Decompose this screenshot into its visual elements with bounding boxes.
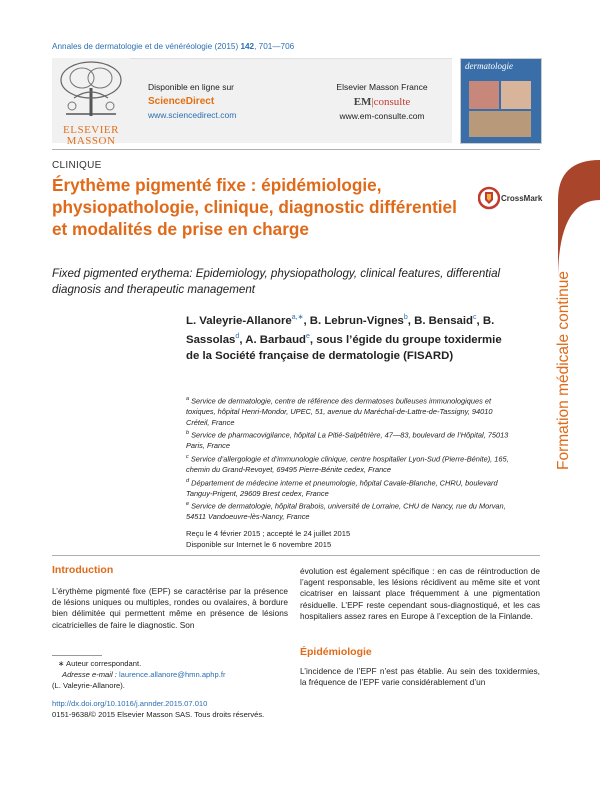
author-affiliation-mark[interactable]: b	[403, 314, 408, 321]
journal-reference	[52, 42, 294, 51]
cover-title: dermatologie	[465, 61, 513, 71]
affiliation-text: Service de pharmacovigilance, hôpital La Pitié-Salpêtrière, 47—83, boulevard de l’Hôpital, 75013 Paris, France	[186, 430, 509, 451]
email-label: Adresse e-mail :	[62, 669, 119, 679]
side-tab-background	[548, 160, 600, 780]
em-logo-left: EM	[353, 96, 372, 108]
doi-block	[52, 698, 264, 720]
intro-paragraph-continued: évolution est également spécifique : en cas de réintroduction de l’agent responsable, les lésions récidivent au même site et vont cicatriser en laissant place fréquemment à une pigmentation résiduelle. L’EPF reste cependant sous-diagnostiqué, et les cas hospitaliers assez rares en Europe à l’exception de la Finlande.	[300, 566, 540, 621]
available-label: Disponible en ligne sur	[148, 82, 234, 92]
author-affiliation-mark[interactable]: d	[235, 332, 240, 340]
body-divider	[52, 555, 540, 556]
cover-photo	[469, 81, 499, 109]
affiliation-item	[186, 476, 511, 500]
footnote	[52, 659, 288, 691]
article-dates	[186, 528, 350, 550]
elsevier-logo	[52, 58, 130, 148]
intro-paragraph: L’érythème pigmenté fixe (EPF) se caractérise par la présence de lésions uniques ou multiples, rondes ou ovalaires, à bordure bien délimitée qui permettent même en présence de lésions cicatricielles de faire le diagnostic. Son	[52, 586, 288, 630]
affiliation-letter: a	[186, 396, 190, 402]
affiliation-text: Département de médecine interne et pneumologie, hôpital Cavale-Blanche, CHRU, boulevard Tanguy-Prigent, 29609 Brest cedex, France	[186, 478, 498, 498]
journal-ref-prefix: Annales de dermatologie et de vénéréologie (2015)	[52, 42, 241, 51]
article-title: Érythème pigmenté fixe : épidémiologie, physiopathologie, clinique, diagnostic différentiel et modalités de prise en charge	[52, 175, 457, 239]
english-title: Fixed pigmented erythema: Epidemiology, physiopathology, clinical features, differential diagnosis and therapeutic management	[52, 267, 501, 296]
section-label: CLINIQUE	[52, 160, 102, 171]
affiliation-item	[186, 452, 511, 476]
author-name: B. Bensaid	[414, 314, 473, 327]
epidemiology-heading: Épidémiologie	[300, 646, 372, 658]
elsevier-tree-icon	[52, 58, 130, 120]
affiliation-text: Service de dermatologie, centre de référence des dermatoses bulleuses immunologiques et toxiques, hôpital Henri-Mondor, UPEC, 51, avenue du Maréchal-de-Lattre-de-Tassigny, 94010 Créteil, France	[186, 396, 493, 427]
emconsulte-block	[312, 82, 452, 121]
em-logo-right: consulte	[373, 96, 411, 108]
affiliation-text: Service d’allergologie et d’immunologie clinique, centre hospitalier Lyon-Sud (Pierre-Bénite), 165, chemin du Grand-Revoyet, 69495 Pierre-Bénite cedex, France	[186, 454, 509, 474]
affiliation-letter: d	[186, 477, 190, 484]
author-name: B. Sassolas	[186, 314, 495, 346]
sciencedirect-block	[148, 82, 288, 120]
doi-link[interactable]: http://dx.doi.org/10.1016/j.annder.2015.07.010	[52, 699, 208, 708]
author-name: B. Lebrun-Vignes	[309, 314, 404, 327]
em-publisher: Elsevier Masson France	[336, 82, 428, 92]
author-affiliation-mark[interactable]: c	[473, 314, 477, 321]
corresponding-author: ∗ Auteur correspondant.	[58, 659, 142, 668]
crossmark-icon	[478, 186, 500, 210]
journal-pages: , 701—706	[254, 42, 295, 51]
affiliation-letter: e	[186, 501, 190, 508]
crossmark-label: CrossMark	[501, 194, 543, 203]
affiliation-text: Service de dermatologie, hôpital Brabois, université de Lorraine, CHU de Nancy, rue du Morvan, 54511 Vandoeuvre-lès-Nancy, France	[186, 501, 506, 522]
affiliation-item	[186, 499, 511, 523]
sciencedirect-link[interactable]: www.sciencedirect.com	[148, 110, 237, 120]
intro-heading: Introduction	[52, 564, 114, 576]
author-affiliation-mark[interactable]: a,∗	[291, 314, 304, 321]
emconsulte-link[interactable]: www.em-consulte.com	[339, 111, 425, 121]
online-date: Disponible sur Internet le 6 novembre 2015	[186, 540, 332, 549]
sciencedirect-logo: ScienceDirect	[148, 96, 215, 107]
elsevier-logo-text: ELSEVIER MASSON	[63, 124, 119, 147]
journal-volume: 142	[240, 42, 255, 51]
author-group: , sous l’égide du groupe toxidermie de la Société française de dermatologie (FISARD)	[186, 333, 502, 362]
cover-photo	[469, 111, 531, 137]
affiliation-letter: b	[186, 430, 190, 437]
author-affiliation-mark[interactable]: e	[306, 332, 310, 340]
received-date: Reçu le 4 février 2015 ; accepté le 24 juillet 2015	[186, 529, 351, 538]
footnote-divider	[52, 655, 102, 656]
affiliation-letter: c	[186, 453, 189, 460]
affiliations	[186, 394, 511, 523]
journal-cover	[460, 58, 542, 144]
email-link[interactable]: laurence.allanore@hmn.aphp.fr	[118, 669, 226, 679]
author-name: L. Valeyrie-Allanore	[186, 314, 292, 327]
side-tab-label: Formation médicale continue	[555, 270, 572, 470]
author-name: A. Barbaud	[245, 333, 306, 346]
header-divider	[52, 149, 540, 150]
cover-photo	[501, 81, 531, 109]
copyright: 0151-9638/© 2015 Elsevier Masson SAS. Tous droits réservés.	[52, 710, 265, 719]
epidemiology-paragraph: L’incidence de l’EPF n’est pas établie. Au sein des toxidermies, la fréquence de l’EPF varie considérablement d’un	[300, 666, 540, 688]
affiliation-item	[186, 394, 511, 428]
corresponding-name: (L. Valeyrie-Allanore).	[52, 680, 125, 690]
author-list: L. Valeyrie-Allanore$^{a,∗}$, B. Lebrun-Vignes$^b$, B. Bensaid$^c$, B. Sassolas$^d$, A. Barbaud$^e$, sous l’égide du groupe toxidermie de la Société française de dermatologie (FISARD)	[186, 314, 502, 362]
affiliation-item	[186, 428, 511, 452]
emconsulte-logo: EM|consulte	[353, 96, 411, 108]
